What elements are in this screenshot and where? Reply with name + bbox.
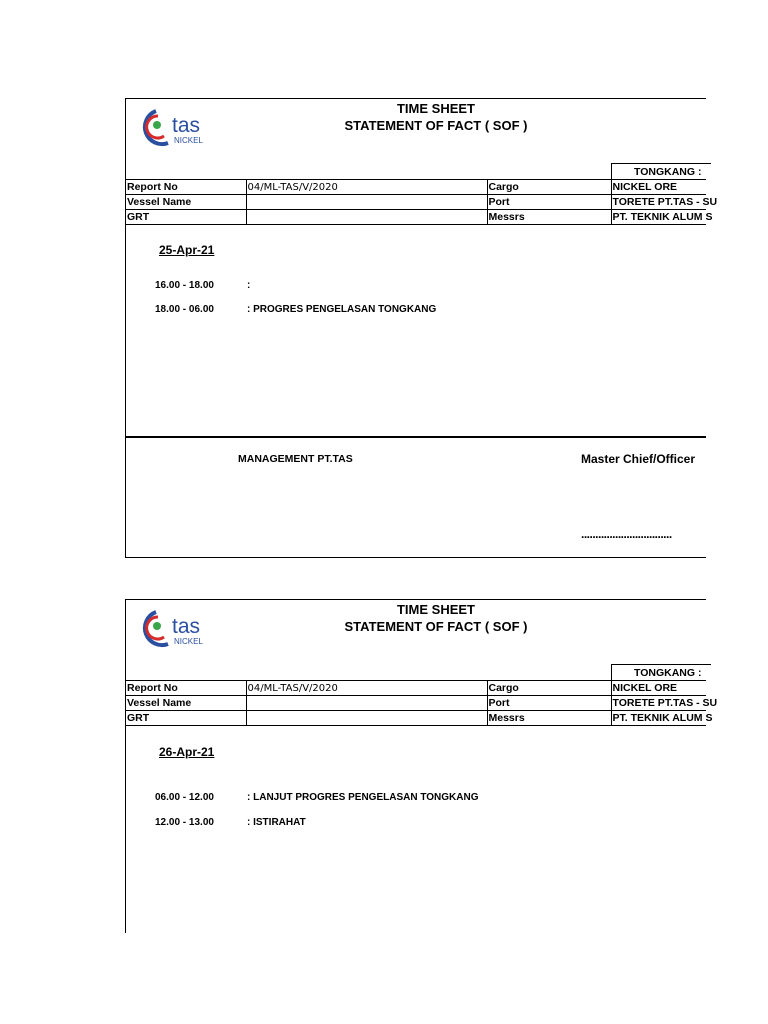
table-row (126, 681, 706, 696)
table-row (126, 711, 706, 726)
signature-left-label: MANAGEMENT PT.TAS (238, 453, 353, 465)
entry-description: : PROGRES PENGELASAN TONGKANG (247, 304, 437, 315)
table-row (126, 696, 706, 711)
entry-time: 12.00 - 13.00 (155, 817, 214, 828)
vessel-name-value (246, 195, 487, 210)
grt-label: GRT (126, 210, 246, 225)
report-no-label: Report No (126, 681, 246, 696)
table-row (126, 180, 706, 195)
vessel-name-label: Vessel Name (126, 696, 246, 711)
entry-description: : LANJUT PROGRES PENGELASAN TONGKANG (247, 792, 479, 803)
info-table (126, 680, 718, 726)
entry-time: 06.00 - 12.00 (155, 792, 214, 803)
cargo-label: Cargo (487, 180, 611, 195)
cargo-label: Cargo (487, 681, 611, 696)
signature-line: ................................ (581, 527, 672, 541)
sheet-title: TIME SHEET (396, 101, 475, 116)
table-row (126, 210, 706, 225)
report-no-value: 04/ML-TAS/V/2020 (246, 681, 487, 696)
logo-subtext: NICKEL (174, 637, 203, 646)
sheet-date: 26-Apr-21 (159, 745, 215, 759)
sheet-subtitle: STATEMENT OF FACT ( SOF ) (344, 619, 528, 634)
section-divider (126, 436, 706, 438)
port-label: Port (487, 696, 611, 711)
signature-right-label: Master Chief/Officer (581, 452, 696, 466)
port-value: TORETE PT.TAS - SU (612, 696, 718, 709)
sheet-subtitle: STATEMENT OF FACT ( SOF ) (344, 118, 528, 133)
messrs-label: Messrs (487, 711, 611, 726)
info-table (126, 179, 718, 225)
sheet-date: 25-Apr-21 (159, 243, 215, 257)
sheet-title: TIME SHEET (396, 602, 475, 617)
messrs-value: PT. TEKNIK ALUM S (612, 210, 713, 223)
report-no-value: 04/ML-TAS/V/2020 (246, 180, 487, 195)
cargo-value: NICKEL ORE (611, 180, 706, 195)
vessel-name-label: Vessel Name (126, 195, 246, 210)
grt-label: GRT (126, 711, 246, 726)
entry-time: 16.00 - 18.00 (155, 280, 214, 291)
tongkang-label: TONGKANG : (611, 163, 711, 179)
entry-description: : ISTIRAHAT (247, 817, 306, 828)
grt-value (246, 711, 487, 726)
time-sheet-1 (125, 98, 718, 558)
entry-description: : (247, 280, 251, 291)
messrs-label: Messrs (487, 210, 611, 225)
table-row (126, 195, 706, 210)
port-label: Port (487, 195, 611, 210)
report-no-label: Report No (126, 180, 246, 195)
messrs-value: PT. TEKNIK ALUM S (612, 711, 713, 724)
time-sheet-2 (125, 599, 718, 933)
port-value: TORETE PT.TAS - SU (612, 195, 718, 208)
logo-subtext: NICKEL (174, 136, 203, 145)
vessel-name-value (246, 696, 487, 711)
logo-text: tas (172, 615, 201, 638)
logo-text: tas (172, 114, 201, 137)
cargo-value: NICKEL ORE (611, 681, 706, 696)
grt-value (246, 210, 487, 225)
tongkang-label: TONGKANG : (611, 664, 711, 680)
entry-time: 18.00 - 06.00 (155, 304, 214, 315)
